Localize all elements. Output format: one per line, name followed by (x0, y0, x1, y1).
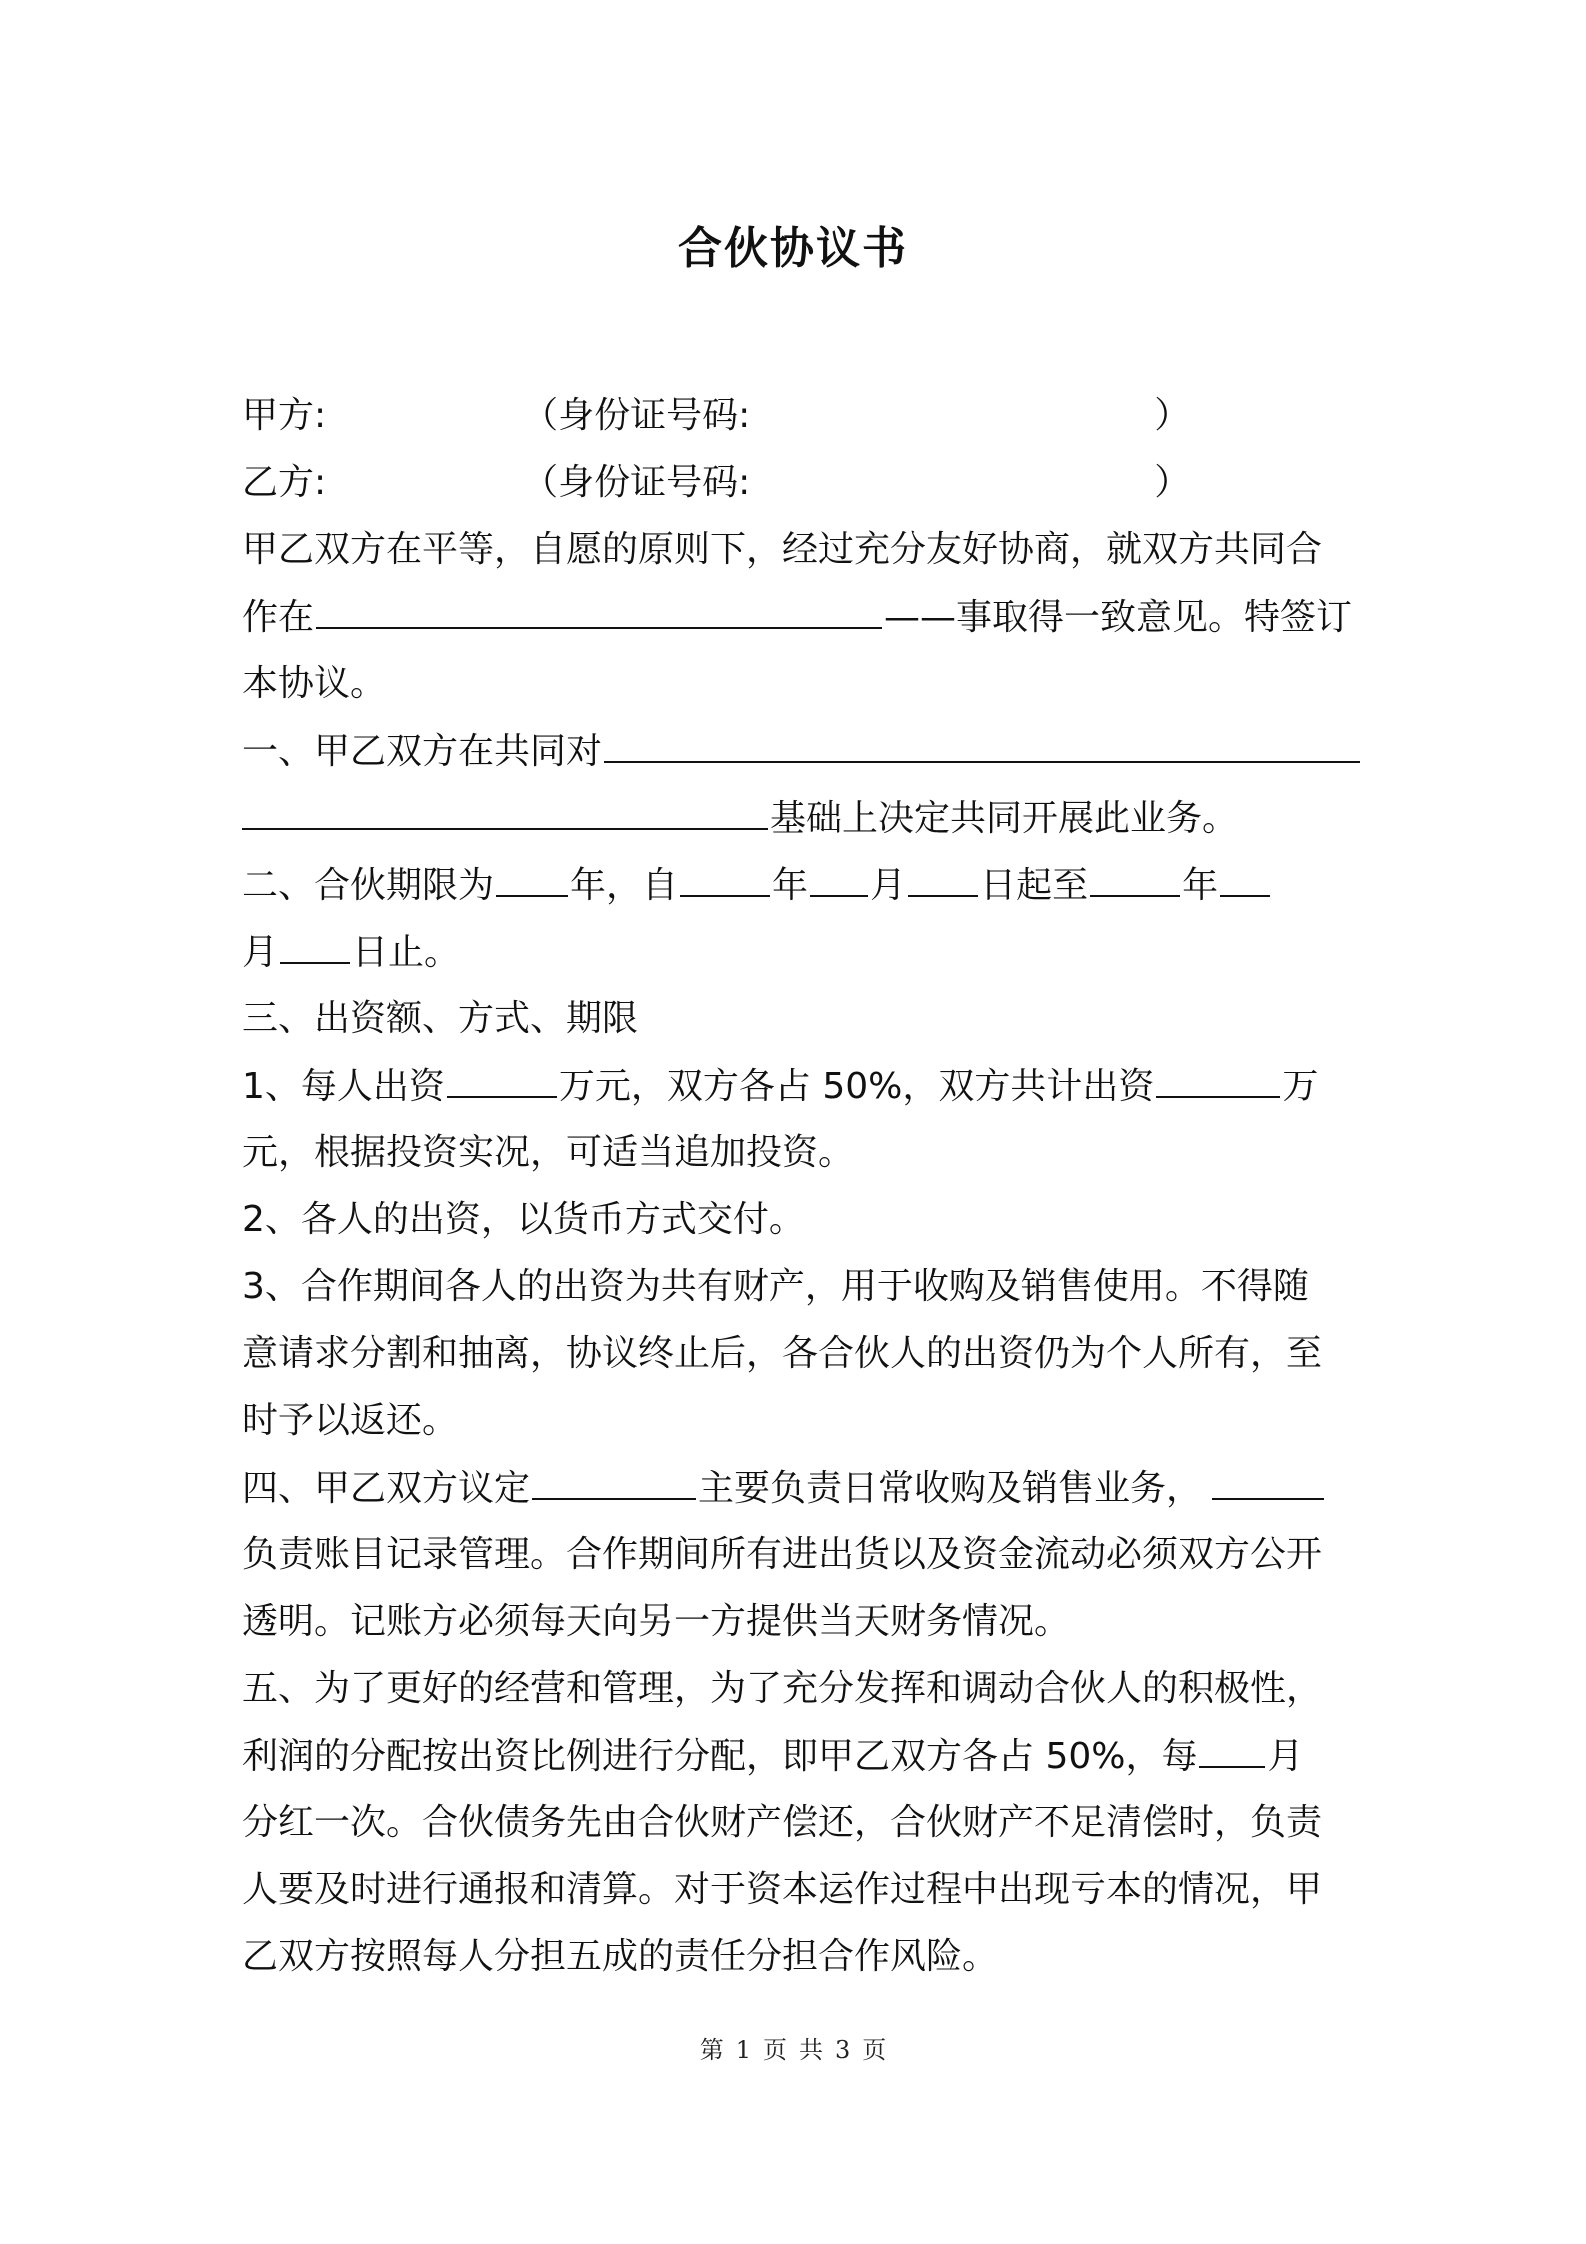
section-4-line-3: 透明。记账方必须每天向另一方提供当天财务情况。 (242, 1601, 1071, 1642)
footer-ye-2: 页 (862, 2036, 887, 2064)
section-5-line-3: 分红一次。合伙债务先由合伙财产偿还，合伙财产不足清偿时，负责 (242, 1802, 1323, 1843)
footer-ye: 页 (763, 2036, 787, 2064)
footer-gong: 共 (799, 2036, 823, 2064)
intro-line-2-post: ——事取得一致意见。特签订 (884, 597, 1353, 638)
section-4-line-1 (242, 1454, 1362, 1521)
blank-dividend-months (1199, 1722, 1265, 1768)
intro-line-3: 本协议。 (242, 663, 387, 704)
section-2-end-month-label: 月 (242, 932, 279, 973)
blank-term-years (496, 851, 568, 897)
section-3-item-3-line-1: 3、合作期间各人的出资为共有财产，用于收购及销售使用。不得随 (242, 1266, 1309, 1307)
item-1-pre: 1、每人出资 (242, 1066, 445, 1107)
section-4-line-2: 负责账目记录管理。合作期间所有进出货以及资金流动必须双方公开 (242, 1534, 1323, 1575)
blank-each-investment (447, 1052, 557, 1098)
intro-line-2 (242, 583, 1362, 650)
blank-end-month (1220, 851, 1270, 897)
section-2-line-2 (242, 918, 1362, 985)
section-2-year-label: 年 (772, 865, 809, 906)
section-5-line-1: 五、为了更好的经营和管理，为了充分发挥和调动合伙人的积极性， (242, 1668, 1323, 1709)
section-4-pre: 四、甲乙双方议定 (242, 1468, 531, 1509)
party-a-line (242, 382, 1362, 449)
section-5-line-4: 人要及时进行通报和清算。对于资本运作过程中出现亏本的情况，甲 (242, 1869, 1323, 1910)
section-5-line-5: 乙双方按照每人分担五成的责任分担合作风险。 (242, 1936, 999, 1977)
blank-business-basis-1 (604, 717, 1360, 763)
section-3-item-3-line-2: 意请求分割和抽离，协议终止后，各合伙人的出资仍为个人所有，至 (242, 1333, 1323, 1374)
section-3-item-2: 2、各人的出资，以货币方式交付。 (242, 1199, 805, 1240)
footer-total-pages: 3 (835, 2036, 851, 2064)
section-1-line-2 (242, 784, 1362, 851)
party-a-id-close: ） (1154, 395, 1191, 436)
blank-operations-party (532, 1454, 696, 1500)
section-3-heading: 三、出资额、方式、期限 (242, 998, 639, 1039)
section-1-line-1 (242, 717, 1362, 784)
document-body (242, 382, 1362, 1990)
section-4-mid: 主要负责日常收购及销售业务， (698, 1468, 1203, 1509)
blank-start-day (908, 851, 978, 897)
party-b-id-close: ） (1154, 462, 1191, 503)
section-5-month-label: 月 (1267, 1736, 1304, 1777)
item-1-unit: 万 (1282, 1066, 1319, 1107)
footer-di: 第 (699, 2036, 724, 2064)
section-1-pre: 一、甲乙双方在共同对 (242, 731, 603, 772)
item-1-mid: 万元，双方各占 50%，双方共计出资 (558, 1066, 1155, 1107)
section-2-term-label: 二、合伙期限为 (242, 865, 495, 906)
footer-page-number: 1 (735, 2036, 751, 2064)
party-a-label: 甲方: (242, 395, 327, 436)
section-5-line-2 (242, 1722, 1362, 1789)
blank-total-investment (1156, 1052, 1280, 1098)
section-3-item-1-line-2: 元，根据投资实况，可适当追加投资。 (242, 1132, 855, 1173)
blank-cooperation-subject (316, 583, 882, 629)
intro-line-2-pre: 作在 (242, 597, 315, 638)
section-5-line-2-pre: 利润的分配按出资比例进行分配，即甲乙双方各占 50%，每 (242, 1736, 1198, 1777)
blank-start-month (810, 851, 868, 897)
section-2-end-year-label: 年 (1182, 865, 1219, 906)
section-1-post: 基础上决定共同开展此业务。 (770, 798, 1239, 839)
party-b-line (242, 449, 1362, 516)
blank-accounting-party (1212, 1454, 1324, 1500)
section-2-until-label: 日起至 (980, 865, 1089, 906)
section-2-from-label: 年，自 (570, 865, 679, 906)
party-a-id-open: （身份证号码: (522, 395, 751, 436)
section-2-month-label: 月 (870, 865, 907, 906)
party-b-id-open: （身份证号码: (522, 462, 751, 503)
section-2-end-label: 日止。 (352, 932, 461, 973)
section-3-item-1-line-1 (242, 1052, 1362, 1119)
section-3-item-3-line-3: 时予以返还。 (242, 1400, 459, 1441)
section-2-line-1 (242, 851, 1362, 918)
page-footer (0, 2030, 1586, 2065)
blank-end-year (1090, 851, 1180, 897)
document-title: 合伙协议书 (678, 223, 908, 274)
blank-end-day (280, 918, 350, 964)
blank-start-year (680, 851, 770, 897)
blank-business-basis-2 (242, 784, 768, 830)
party-b-label: 乙方: (242, 462, 327, 503)
intro-line-1: 甲乙双方在平等，自愿的原则下，经过充分友好协商，就双方共同合 (242, 529, 1323, 570)
